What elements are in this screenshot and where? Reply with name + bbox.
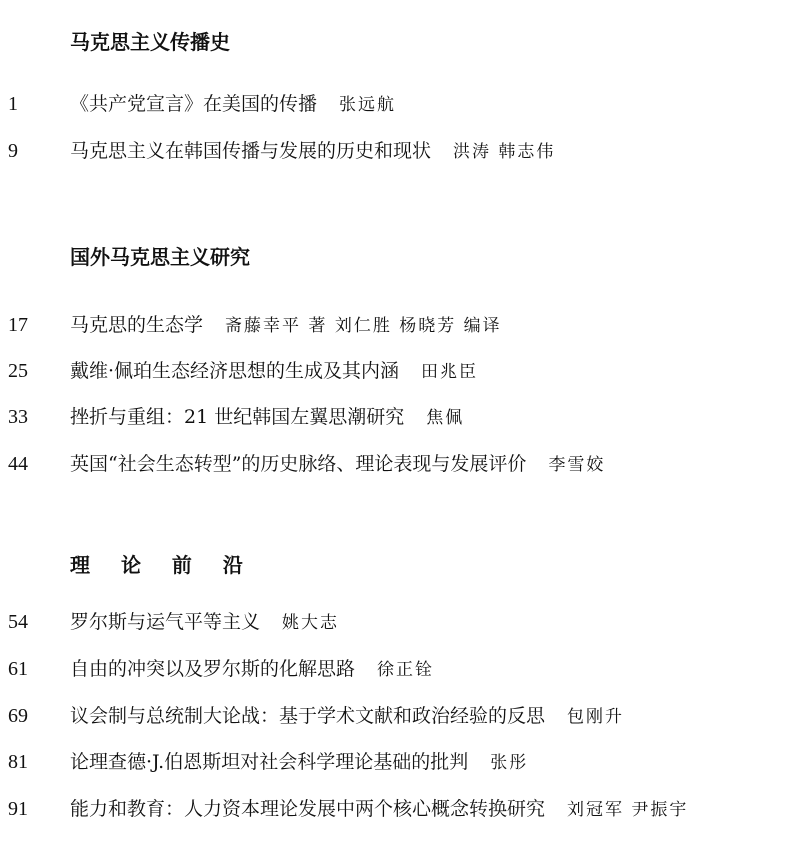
entry-title: 自由的冲突以及罗尔斯的化解思路 xyxy=(70,658,356,680)
section-title-theory-frontier: 理 论 前 沿 xyxy=(70,553,255,577)
entry-text xyxy=(70,702,624,731)
entry-text xyxy=(70,90,396,119)
entry-title: 挫折与重组：21 世纪韩国左翼思潮研究 xyxy=(70,406,405,428)
entry-author: 刘冠军 尹振宇 xyxy=(567,800,689,820)
entry-title: 论理查德·J.伯恩斯坦对社会科学理论基础的批判 xyxy=(70,751,469,773)
toc-entry[interactable] xyxy=(0,795,800,823)
entry-author: 包刚升 xyxy=(567,707,625,727)
entry-author: 斋藤幸平 著 刘仁胜 杨晓芳 编译 xyxy=(225,316,502,336)
entry-text xyxy=(70,450,605,479)
section-title-foreign-marxism: 国外马克思主义研究 xyxy=(70,245,250,269)
toc-entry[interactable] xyxy=(0,702,800,730)
page-number: 33 xyxy=(8,406,28,428)
entry-text xyxy=(70,357,478,386)
page-number: 17 xyxy=(8,314,28,336)
entry-title: 马克思主义在韩国传播与发展的历史和现状 xyxy=(70,140,432,162)
toc-entry[interactable] xyxy=(0,311,800,339)
entry-author: 田兆臣 xyxy=(421,362,479,382)
entry-author: 洪涛 韩志伟 xyxy=(453,142,556,162)
entry-title: 戴维·佩珀生态经济思想的生成及其内涵 xyxy=(70,360,400,382)
entry-text xyxy=(70,608,339,637)
entry-title: 《共产党宣言》在美国的传播 xyxy=(70,93,318,115)
toc-entry[interactable] xyxy=(0,748,800,776)
toc-entry[interactable] xyxy=(0,608,800,636)
entry-text xyxy=(70,137,555,166)
entry-author: 姚大志 xyxy=(282,613,340,633)
entry-text xyxy=(70,655,434,684)
toc-entry[interactable] xyxy=(0,450,800,478)
entry-author: 张彤 xyxy=(490,753,529,773)
entry-title: 英国“社会生态转型”的历史脉络、理论表现与发展评价 xyxy=(70,453,527,475)
entry-author: 徐正铨 xyxy=(377,660,435,680)
entry-author: 张远航 xyxy=(339,95,397,115)
toc-entry[interactable] xyxy=(0,137,800,165)
page-number: 69 xyxy=(8,705,28,727)
toc-entry[interactable] xyxy=(0,357,800,385)
page-number: 1 xyxy=(8,93,18,115)
page-number: 61 xyxy=(8,658,28,680)
entry-author: 焦佩 xyxy=(426,408,465,428)
entry-title: 能力和教育：人力资本理论发展中两个核心概念转换研究 xyxy=(70,798,546,820)
page-number: 44 xyxy=(8,453,28,475)
entry-author: 李雪姣 xyxy=(548,455,606,475)
entry-text xyxy=(70,403,464,432)
toc-entry[interactable] xyxy=(0,90,800,118)
entry-title: 马克思的生态学 xyxy=(70,314,204,336)
page-number: 25 xyxy=(8,360,28,382)
page-number: 91 xyxy=(8,798,28,820)
entry-text xyxy=(70,795,688,824)
entry-title: 罗尔斯与运气平等主义 xyxy=(70,611,261,633)
toc-entry[interactable] xyxy=(0,655,800,683)
page-number: 9 xyxy=(8,140,18,162)
section-title-marxism-dissemination: 马克思主义传播史 xyxy=(70,30,230,54)
toc-entry[interactable] xyxy=(0,403,800,431)
entry-text xyxy=(70,748,528,777)
page-number: 81 xyxy=(8,751,28,773)
page-number: 54 xyxy=(8,611,28,633)
entry-text xyxy=(70,311,502,340)
entry-title: 议会制与总统制大论战：基于学术文献和政治经验的反思 xyxy=(70,705,546,727)
